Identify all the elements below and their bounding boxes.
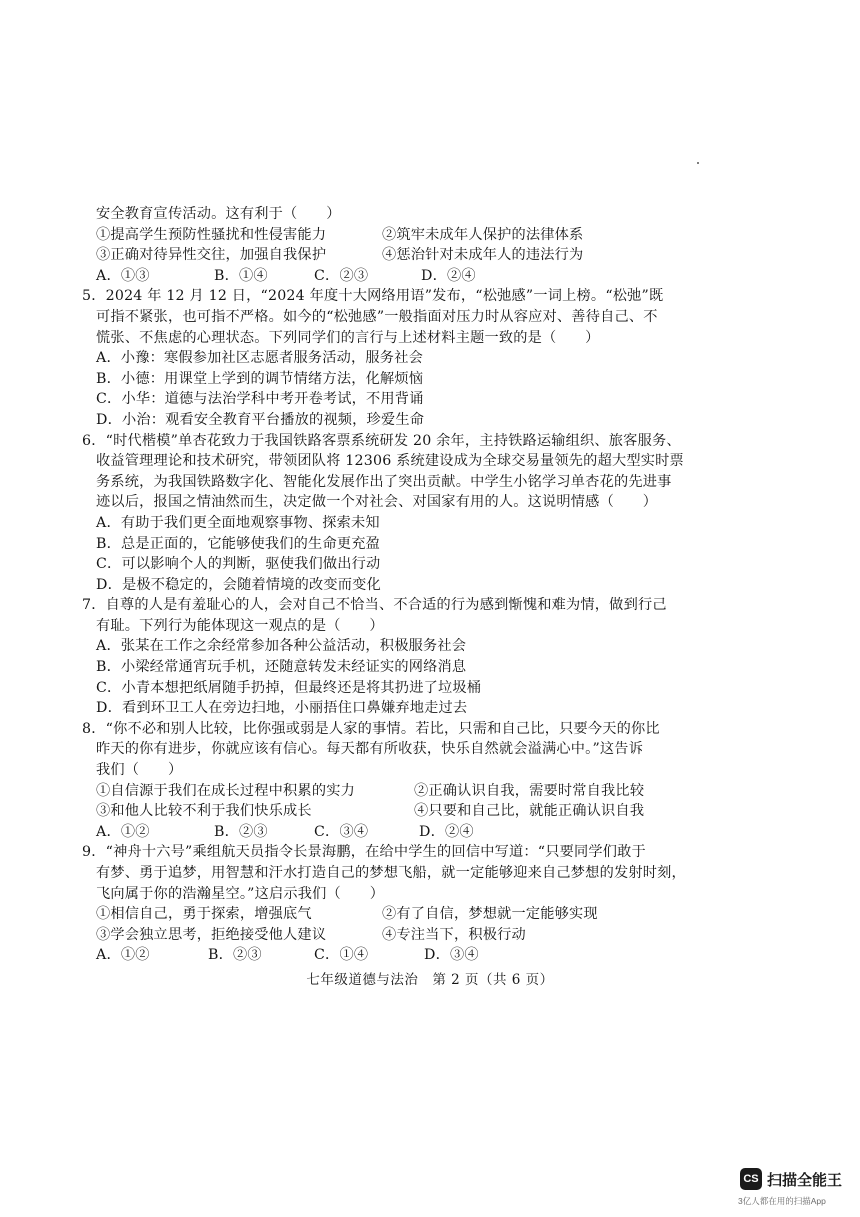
option-a: A．张某在工作之余经常参加各种公益活动，积极服务社会: [96, 638, 467, 655]
page-content: [82, 204, 796, 966]
question-stem: 飞向属于你的浩瀚星空。”这启示我们（ ）: [96, 885, 385, 902]
question-5: [82, 286, 796, 430]
question-stem: 务系统，为我国铁路数字化、智能化发展作出了突出贡献。中学生小铭学习单杏花的先进事: [96, 473, 672, 490]
watermark-tagline: 3亿人都在用的扫描App: [738, 1196, 826, 1206]
question-stem: 7．自尊的人是有羞耻心的人，会对自己不恰当、不合适的行为感到惭愧和难为情，做到行己: [82, 597, 667, 614]
question-stem: 收益管理理论和技术研究，带领团队将 12306 系统建设成为全球交易量领先的超大型实时票: [96, 453, 684, 470]
question-7: [82, 595, 796, 719]
watermark-name: 扫描全能王: [767, 1171, 843, 1189]
question-stem: 6．“时代楷模”单杏花致力于我国铁路客票系统研发 20 余年，主持铁路运输组织、旅客服务、: [82, 432, 681, 449]
statement: ①自信源于我们在成长过程中积累的实力: [96, 782, 355, 799]
question-stem: 昨天的你有进步，你就应该有信心。每天都有所收获，快乐自然就会溢满心中。”这告诉: [96, 741, 644, 758]
option-a: A．小豫：寒假参加社区志愿者服务活动，服务社会: [96, 350, 423, 367]
choice-row: [96, 822, 796, 843]
option-a: A．有助于我们更全面地观察事物、探索未知: [96, 514, 380, 531]
statement: ②筑牢未成年人保护的法律体系: [382, 226, 584, 243]
choice-a: A．①②: [96, 947, 150, 964]
question-stem: 有耻。下列行为能体现这一观点的是（ ）: [96, 617, 384, 634]
statement: ④惩治针对未成年人的违法行为: [382, 247, 584, 264]
option-d: D．看到环卫工人在旁边扫地，小丽捂住口鼻嫌弃地走过去: [96, 700, 468, 717]
scan-speck: [697, 162, 699, 164]
question-8: [82, 719, 796, 843]
question-stem: 可指不紧张，也可指不严格。如今的“松弛感”一般指面对压力时从容应对、善待自己、不: [96, 308, 658, 325]
option-b: B．小梁经常通宵玩手机，还随意转发未经证实的网络消息: [96, 659, 467, 676]
question-4-fragment: [96, 204, 796, 286]
statement: ③正确对待异性交往，加强自我保护: [96, 247, 327, 264]
choice-c: C．③④: [314, 823, 369, 840]
question-stem: 迹以后，报国之情油然而生，决定做一个对社会、对国家有用的人。这说明情感（ ）: [96, 494, 658, 511]
statement-row: [96, 801, 796, 822]
statement-row: [96, 904, 796, 925]
choice-a: A．①②: [96, 823, 150, 840]
question-stem: 5．2024 年 12 月 12 日，“2024 年度十大网络用语”发布，“松弛感”一词上榜。“松弛”既: [82, 288, 664, 305]
page-footer: 七年级道德与法治 第 2 页（共 6 页）: [306, 972, 554, 988]
question-9: [82, 842, 796, 966]
statement: ①提高学生预防性骚扰和性侵害能力: [96, 226, 327, 243]
question-6: [82, 431, 796, 596]
option-c: C．可以影响个人的判断，驱使我们做出行动: [96, 556, 381, 573]
question-stem: 我们（ ）: [96, 762, 183, 779]
choice-d: D．②④: [419, 823, 474, 840]
choice-b: B．①④: [214, 267, 268, 284]
scanner-watermark: [740, 1168, 842, 1190]
option-b: B．总是正面的，它能够使我们的生命更充盈: [96, 535, 380, 552]
option-b: B．小德：用课堂上学到的调节情绪方法，化解烦恼: [96, 370, 424, 387]
choice-row: [96, 945, 796, 966]
statement-row: [96, 925, 796, 946]
question-stem: 9．“神舟十六号”乘组航天员指令长景海鹏，在给中学生的回信中写道：“只要同学们敢于: [82, 844, 646, 861]
choice-b: B．②③: [214, 823, 268, 840]
option-c: C．小华：道德与法治学科中考开卷考试，不用背诵: [96, 391, 424, 408]
question-stem: 慌张、不焦虑的心理状态。下列同学们的言行与上述材料主题一致的是（ ）: [96, 329, 600, 346]
statement: ②正确认识自我，需要时常自我比较: [414, 782, 645, 799]
question-stem: 有梦、勇于追梦，用智慧和汗水打造自己的梦想飞船，就一定能够迎来自己梦想的发射时刻，: [96, 865, 686, 881]
choice-d: D．②④: [421, 267, 476, 284]
statement: ③学会独立思考，拒绝接受他人建议: [96, 926, 327, 943]
statement: ④只要和自己比，就能正确认识自我: [414, 803, 645, 820]
statement: ②有了自信，梦想就一定能够实现: [382, 906, 598, 923]
choice-a: A．①③: [96, 267, 150, 284]
option-d: D．是极不稳定的，会随着情境的改变而变化: [96, 576, 381, 593]
statement: ①相信自己，勇于探索，增强底气: [96, 906, 312, 923]
question-stem: 8．“你不必和别人比较，比你强或弱是人家的事情。若比，只需和自己比，只要今天的你比: [82, 720, 660, 737]
choice-d: D．③④: [424, 947, 479, 964]
option-d: D．小治：观看安全教育平台播放的视频，珍爱生命: [96, 411, 425, 428]
option-c: C．小青本想把纸屑随手扔掉，但最终还是将其扔进了垃圾桶: [96, 679, 482, 696]
choice-c: C．①④: [314, 947, 369, 964]
choice-b: B．②③: [208, 947, 262, 964]
statement-row: [96, 781, 796, 802]
statement: ④专注当下，积极行动: [382, 926, 526, 943]
question-stem: 安全教育宣传活动。这有利于（ ）: [96, 206, 341, 222]
choice-c: C．②③: [314, 267, 369, 284]
statement-row: [96, 245, 796, 266]
statement-row: [96, 225, 796, 246]
choice-row: [96, 266, 796, 287]
camscanner-logo-icon: CS: [740, 1168, 762, 1190]
statement: ③和他人比较不利于我们快乐成长: [96, 803, 312, 820]
